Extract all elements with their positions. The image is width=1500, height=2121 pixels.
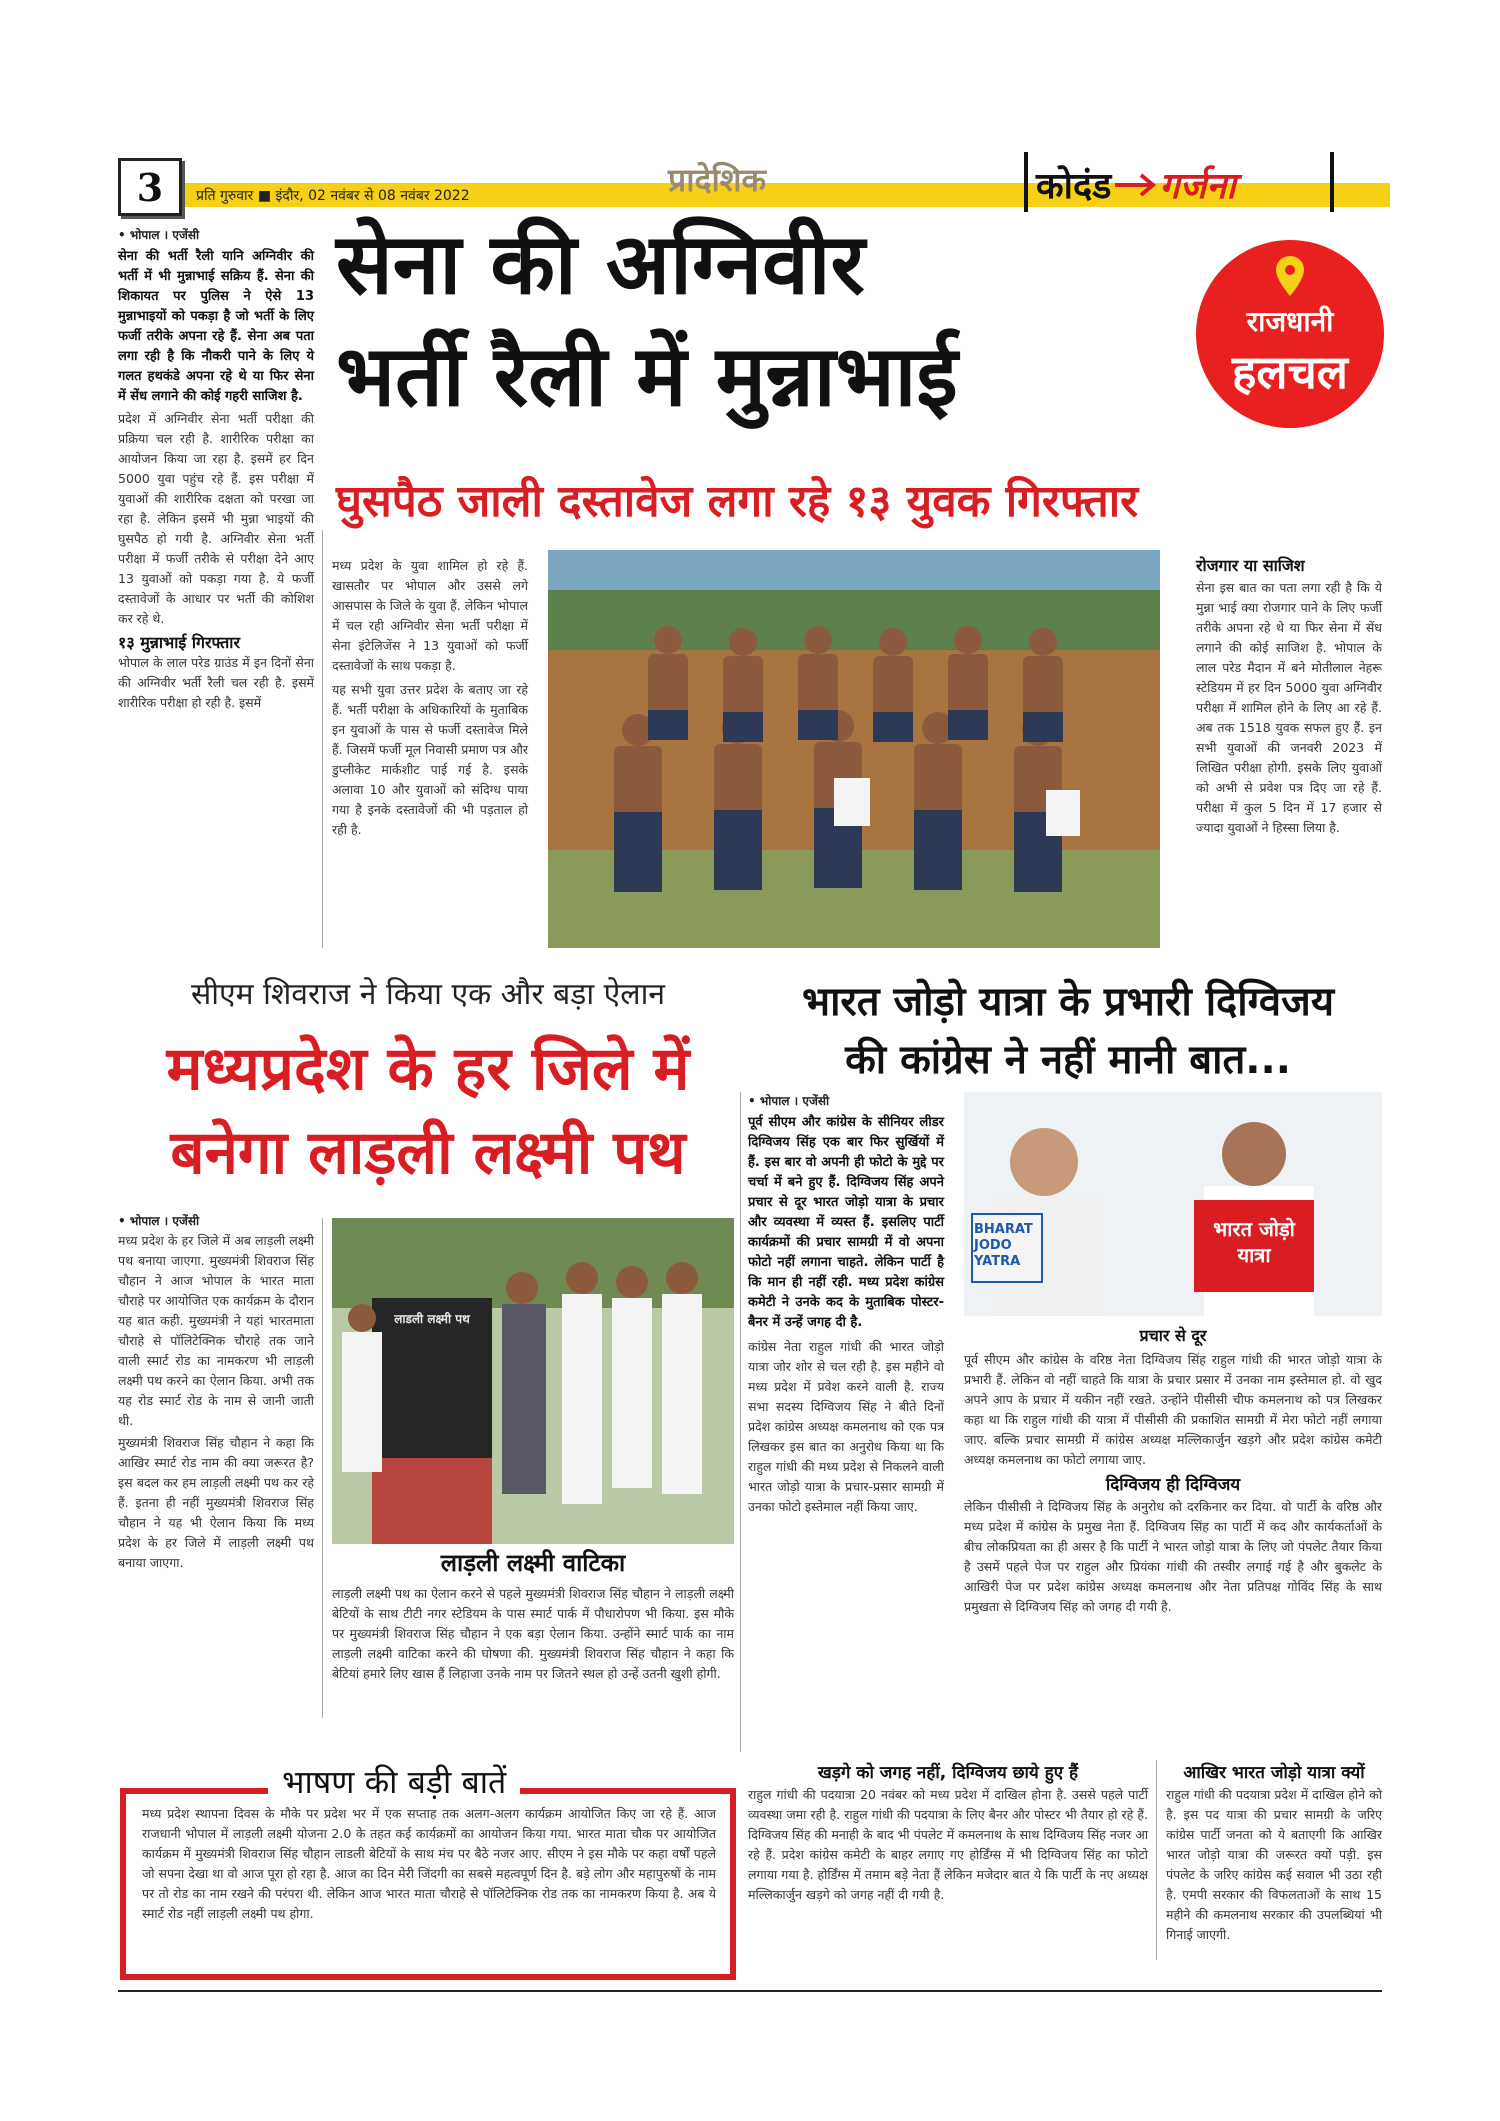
story1-lead: सेना की भर्ती रैली यानि अग्निवीर की भर्ती में भी मुन्नाभाई सक्रिय हैं. सेना की शिकायत पर पुलिस ने ऐसे 13 मुन्नाभाइयों को पकड़ा है जो भर्ती के लिए फर्जी तरीके अपना रहे हैं. सेना अब पता लगा रही है कि नौकरी पाने के लिए ये गलत हथकंडे अपना रहे थे या फिर सेना में सेंध लगाने की कोई गहरी साजिश है. xyxy=(118,249,314,404)
column-rule-3 xyxy=(740,1092,741,1752)
photo-sign-right: भारत जोड़ो यात्रा xyxy=(1213,1217,1295,1267)
arrow-logo-icon xyxy=(1113,167,1157,203)
story3-col-para: कांग्रेस नेता राहुल गांधी की भारत जोड़ो यात्रा जोर शोर से चल रही है. इस महीने वो मध्य प्रदेश में प्रवेश करने वाली है. राज्य सभा सदस्य दिग्विजय सिंह ने बीते दिनों प्रदेश कांग्रेस अध्यक्ष कमलनाथ को एक पत्र लिखकर इस बात का अनुरोध किया था कि राहुल गांधी की मध्य प्रदेश से निकलने वाली भारत जोड़ो यात्रा के प्रचार-प्रसार सामग्री में उनका फोटो इस्तेमाल नहीं किया जाए. xyxy=(748,1339,944,1514)
ladli-laxmi-photo xyxy=(332,1218,734,1544)
story2-headline-line1: मध्यप्रदेश के हर जिले में xyxy=(166,1034,690,1104)
story2-below-photo-para xyxy=(332,1584,734,1684)
digvijay-photo-image xyxy=(964,1092,1382,1316)
story3-bottom-right-para: राहुल गांधी की पदयात्रा प्रदेश में दाखिल होने को है. इस पद यात्रा की प्रचार सामग्री के जरिए कांग्रेस पार्टी जनता को ये बताएगी कि आखिर भारत जोड़ो यात्रा की जरूरत क्यों पड़ी. इस पंपलेट के जरिए कांग्रेस कई सवाल भी उठा रही है. एमपी सरकार की विफलताओं के साथ 15 महीने की कमलनाथ सरकार की उपलब्धियां भी गिनाई जाएगी. xyxy=(1166,1787,1382,1942)
story3-bottom-left xyxy=(748,1760,1148,1905)
ladli-photo-caption: लाड़ली लक्ष्मी वाटिका xyxy=(440,1549,626,1577)
story1-col3-para: सेना इस बात का पता लगा रही है कि ये मुन्ना भाई क्या रोजगार पाने के लिए फर्जी तरीके अपना रहे थे या फिर सेना में सेंध लगाने की कोई साजिश है. भोपाल के लाल परेड मैदान में बने मोतीलाल नेहरू स्टेडियम में हर दिन 5000 युवा अग्निवीर परीक्षा में शामिल होने के लिए आ रहे हैं. अब तक 1518 युवक सफल हुए हैं. इन सभी युवाओं की जनवरी 2023 में लिखित परीक्षा होगी. इसके लिए युवाओं को अभी से प्रवेश पत्र दिए जा रहे हैं. परीक्षा में कुल 5 दिन में 17 हजार से ज्यादा युवाओं ने हिस्सा लिया है. xyxy=(1196,580,1382,835)
column-rule-2 xyxy=(322,1218,323,1718)
story3-right-subhead: दिग्विजय ही दिग्विजय xyxy=(1105,1475,1241,1495)
story3-bottom-right xyxy=(1166,1760,1382,1945)
story3-right-column xyxy=(964,1350,1382,1617)
digvijay-photo-caption: प्रचार से दूर xyxy=(1139,1326,1207,1345)
page-number-box xyxy=(118,158,182,216)
story1-col2-para2: यह सभी युवा उत्तर प्रदेश के बताए जा रहे हैं. भर्ती परीक्षा के अधिकारियों के मुताबिक इन युवाओं के पास से फर्जी दस्तावेज मिले हैं. जिसमें फर्जी मूल निवासी प्रमाण पत्र और डुप्लीकेट मार्कशीट पाई गई है. इसके अलावा 10 और युवाओं को संदिग्ध पाया गया है इनके दस्तावेजों की भी पड़ताल हो रही है. xyxy=(332,682,528,837)
story3-bottom-left-subhead: खड़गे को जगह नहीं, दिग्विजय छाये हुए हैं xyxy=(817,1763,1079,1783)
story1-col1-para1: प्रदेश में अग्निवीर सेना भर्ती परीक्षा की प्रक्रिया चल रही है. शारीरिक परीक्षा का आयोजन किया जा रहा है. इसमें हर दिन 5000 युवा पहुंच रहे हैं. इस परीक्षा में युवाओं की शारीरिक दक्षता को परखा जा रहा है. लेकिन इसमें भी मुन्ना भाइयों की घुसपैठ हो गयी है. अग्निवीर सेना भर्ती परीक्षा में फर्जी तरीके से परीक्षा देने आए 13 युवाओं को पकड़ा गया है. ये फर्जी दस्तावेजों के आधार पर भर्ती की कोशिश कर रहे थे. xyxy=(118,411,314,626)
story3-bottom-left-para: राहुल गांधी की पदयात्रा 20 नवंबर को मध्य प्रदेश में दाखिल होना है. उससे पहले पार्टी व्यवस्था जमा रही है. राहुल गांधी की पदयात्रा के लिए बैनर और पोस्टर भी तैयार हो रहे हैं. दिग्विजय सिंह की मनाही के बाद भी पंपलेट में कमलनाथ के साथ दिग्विजय सिंह नजर आ रहे हैं. प्रदेश कांग्रेस कमेटी के बाहर लगाए गए होर्डिंग्स में भी दिग्विजय सिंह का फोटो लगाया गया है. होर्डिंग्स में तमाम बड़े नेता हैं लेकिन मजेदार बात ये कि पार्टी के नए अध्यक्ष मल्लिकार्जुन खड़गे को जगह नहीं दी गयी है. xyxy=(748,1787,1148,1902)
story3-headline-line1: भारत जोड़ो यात्रा के प्रभारी दिग्विजय xyxy=(801,979,1335,1025)
recruits-photo xyxy=(548,550,1160,948)
story1-col2-para1: मध्य प्रदेश के युवा शामिल हो रहे हैं. खासतौर पर भोपाल और उससे लगे आसपास के जिले के युवा हैं. लेकिन भोपाल में चल रही अग्निवीर सेना भर्ती परीक्षा में सेना इंटेलिजेंस ने 13 युवाओं को फर्जी दस्तावेजों के साथ पकड़ा है. xyxy=(332,558,528,673)
masthead-divider-left xyxy=(1024,152,1028,212)
story1-byline: • भोपाल । एजेंसी xyxy=(118,228,200,242)
story3-lead: पूर्व सीएम और कांग्रेस के सीनियर लीडर दिग्विजय सिंह एक बार फिर सुर्खियों में हैं. इस बार वो अपनी ही फोटो के मुद्दे पर चर्चा में बने हुए हैं. दिग्विजय सिंह अपने प्रचार से दूर भारत जोड़ो यात्रा के प्रचार और व्यवस्था में व्यस्त हैं. इसलिए पार्टी कार्यक्रमों की प्रचार सामग्री में वो अपना फोटो नहीं लगाना चाहते. लेकिन पार्टी है कि मान ही नहीं रही. मध्य प्रदेश कांग्रेस कमेटी ने उनके कद के मुताबिक पोस्टर-बैनर में उन्हें जगह दी है. xyxy=(748,1115,944,1330)
column-rule xyxy=(322,530,323,948)
story1-col1-subhead: १३ मुन्नाभाई गिरफ्तार xyxy=(118,633,240,652)
story3-headline-line2: की कांग्रेस ने नहीं मानी बात... xyxy=(845,1037,1291,1083)
recruits-photo-image xyxy=(548,550,1160,948)
speech-box-text: मध्य प्रदेश स्थापना दिवस के मौके पर प्रदेश भर में एक सप्ताह तक अलग-अलग कार्यक्रम आयोजित किए जा रहे हैं. आज राजधानी भोपाल में लाड़ली लक्ष्मी योजना 2.0 के तहत कई कार्यक्रमों का आयोजन किया गया. भारत माता चौक पर आयोजित कार्यक्रम में मुख्यमंत्री शिवराज सिंह चौहान लाडली बेटियों के साथ मंच पर बैठे नजर आए. सीएम ने इस मौके पर कहा वर्षों पहले जो सपना देखा था वो आज पूरा हो रहा है. आज का दिन मेरी जिंदगी का सबसे महत्वपूर्ण दिन है. बड़े लोग और महापुरुषों के नाम पर तो रोड का नाम रखने की परंपरा थी. लेकिन आज भारत माता चौराहे से पॉलिटेक्निक रोड तक का नामकरण किया है. अब ये स्मार्ट रोड नहीं लाड़ली लक्ष्मी पथ होगा. xyxy=(142,1806,716,1921)
story2-col-para1: मध्य प्रदेश के हर जिले में अब लाड़ली लक्ष्मी पथ बनाया जाएगा. मुख्यमंत्री शिवराज सिंह चौहान ने आज भोपाल के भारत माता चौराहे पर आयोजित एक कार्यक्रम के दौरान यह बात कही. मुख्यमंत्री ने यहां भारतमाता चौराहे से पॉलिटेक्निक चौराहे तक जाने वाली स्मार्ट रोड का नामकरण भी लाड़ली लक्ष्मी पथ करने का ऐलान किया. अभी तक यह रोड स्मार्ट रोड के नाम से जानी जाती थी. xyxy=(118,1233,314,1428)
story2-headline-line2: बनेगा लाड़ली लक्ष्मी पथ xyxy=(170,1118,686,1188)
section-title: प्रादेशिक xyxy=(668,161,767,199)
story1-column-2 xyxy=(332,556,528,840)
story3-right-para1: पूर्व सीएम और कांग्रेस के वरिष्ठ नेता दिग्विजय सिंह राहुल गांधी की भारत जोड़ो यात्रा के प्रभारी हैं. लेकिन वो नहीं चाहते कि यात्रा के प्रचार प्रसार में उनका नाम इस्तेमाल हो. वो खुद अपने आप के प्रचार में यकीन नहीं रखते. उन्होंने पीसीसी चीफ कमलनाथ को पत्र लिखकर कहा था कि राहुल गांधी की यात्रा में पीसीसी की प्रकाशित सामग्री में मेरा फोटो नहीं लगाया जाए. बल्कि प्रचार सामग्री में कांग्रेस अध्यक्ष मल्लिकार्जुन खड़गे और प्रदेश कांग्रेस कमेटी अध्यक्ष कमलनाथ का फोटो लगाया जाए. xyxy=(964,1352,1382,1467)
story3-right-para2: लेकिन पीसीसी ने दिग्विजय सिंह के अनुरोध को दरकिनार कर दिया. वो पार्टी के वरिष्ठ और मध्य प्रदेश में कांग्रेस के प्रमुख नेता हैं. दिग्विजय सिंह का पार्टी में कद और कार्यकर्ताओं के बीच लोकप्रियता का ही असर है कि पार्टी ने भारत जोड़ो यात्रा के लिए जो पंपलेट तैयार किया है उसमें पहले पेज पर राहुल और प्रियंका गांधी की तस्वीर लगाई गई है और बुकलेट के आखिरी पेज पर प्रदेश कांग्रेस अध्यक्ष कमलनाथ और नेता प्रतिपक्ष गोविंद सिंह के साथ प्रमुखता से दिग्विजय सिंह को जगह दी गयी है. xyxy=(964,1499,1382,1614)
badge-line-2: हलचल xyxy=(1231,345,1348,399)
brand-name-right: गर्जना xyxy=(1159,166,1236,207)
column-rule-4 xyxy=(1156,1760,1157,1960)
story2-kicker: सीएम शिवराज ने किया एक और बड़ा ऐलान xyxy=(190,977,665,1012)
story1-headline-line2: भर्ती रैली में मुन्नाभाई xyxy=(336,327,958,425)
brand-logo xyxy=(1036,160,1236,209)
ladli-laxmi-photo-image xyxy=(332,1218,734,1544)
page-bottom-rule xyxy=(118,1990,1382,1992)
speech-box-title: भाषण की बड़ी बातें xyxy=(268,1760,520,1803)
story3-byline: • भोपाल । एजेंसी xyxy=(748,1094,830,1108)
story2-column-left xyxy=(118,1212,314,1573)
story2-below-photo-text: लाड़ली लक्ष्मी पथ का ऐलान करने से पहले मुख्यमंत्री शिवराज सिंह चौहान ने लाड़ली लक्ष्मी बेटियों के साथ टीटी नगर स्टेडियम के पास स्मार्ट पार्क में पौधारोपण भी किया. इस मौके पर मुख्यमंत्री शिवराज सिंह चौहान ने एक बड़ा ऐलान किया. उन्होंने स्मार्ट पार्क का नाम लाड़ली लक्ष्मी वाटिका करने की घोषणा की. मुख्यमंत्री शिवराज सिंह चौहान ने कहा कि बेटियां हमारे लिए खास हैं लिहाजा उनके नाम पर जितने स्थल हो उन्हें उतनी खुशी होगी. xyxy=(332,1586,734,1681)
masthead-divider-right xyxy=(1330,152,1334,212)
location-pin-icon xyxy=(1273,254,1307,298)
rajdhani-halchal-badge xyxy=(1196,240,1384,428)
page-number: 3 xyxy=(136,164,164,210)
story1-column-3 xyxy=(1196,554,1382,838)
story1-subheadline: घुसपैठ जाली दस्तावेज लगा रहे १३ युवक गिरफ्तार xyxy=(336,476,1139,527)
brand-name-left: कोदंड xyxy=(1036,166,1112,207)
story1-headline-line1: सेना की अग्निवीर xyxy=(336,215,865,313)
story3-bottom-right-subhead: आखिर भारत जोड़ो यात्रा क्यों xyxy=(1183,1763,1365,1783)
photo-sign-left: BHARAT JODO YATRA xyxy=(974,1222,1033,1269)
story3-column-left xyxy=(748,1092,944,1517)
badge-line-1: राजधानी xyxy=(1246,305,1334,338)
dateline: प्रति गुरुवार ■ इंदौर, 02 नवंबर से 08 नवंबर 2022 xyxy=(196,188,470,204)
digvijay-photo xyxy=(964,1092,1382,1316)
story1-col1-para2: भोपाल के लाल परेड ग्राउंड में इन दिनों सेना की अग्निवीर भर्ती रैली चल रही है. इसमें शारीरिक परीक्षा हो रही है. इसमें xyxy=(118,655,314,710)
story1-col3-subhead: रोजगार या साजिश xyxy=(1196,556,1305,575)
plaque-title: लाडली लक्ष्मी पथ xyxy=(394,1312,470,1326)
story2-byline: • भोपाल । एजेंसी xyxy=(118,1214,200,1228)
story1-column-1 xyxy=(118,226,314,713)
story2-col-para2: मुख्यमंत्री शिवराज सिंह चौहान ने कहा कि आखिर स्मार्ट रोड नाम की क्या जरूरत है? इस बदल कर हम लाड़ली लक्ष्मी पथ कर रहे हैं. इतना ही नहीं मुख्यमंत्री शिवराज सिंह चौहान ने यह भी ऐलान किया कि मध्य प्रदेश के हर जिले में लाड़ली लक्ष्मी पथ बनाया जाएगा. xyxy=(118,1435,314,1570)
